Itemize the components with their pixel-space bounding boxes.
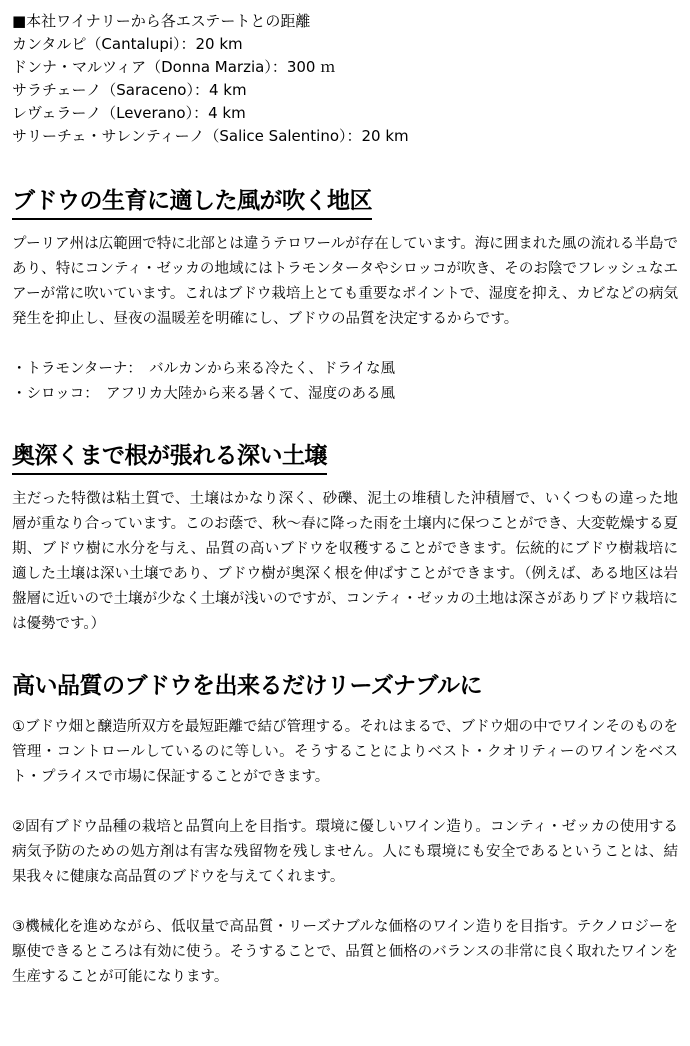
section-heading: 高い品質のブドウを出来るだけリーズナブルに (12, 673, 482, 699)
section-paragraph: ③機械化を進めながら、低収量で高品質・リーズナブルな価格のワイン造りを目指す。テクノロジーを駆使できるところは有効に使う。そうすることで、品質と価格のバランスの非常に良く取れたワインを生産することが可能になります。 (12, 919, 678, 985)
section-title-wrap (12, 671, 678, 703)
section-paragraph: ①ブドウ畑と醸造所双方を最短距離で結び管理する。それはまるで、ブドウ畑の中でワインそのものを管理・コントロールしているのに等しい。そうすることによりベスト・クオリティーのワインをベスト・プライスで市場に保証することができます。 (12, 719, 678, 785)
intro-line: サラチェーノ（Saraceno）：4 km (12, 81, 247, 99)
section-paragraph: プーリア州は広範囲で特に北部とは違うテロワールが存在しています。海に囲まれた風の流れる半島であり、特にコンティ・ゼッカの地域にはトラモンタータやシロッコが吹き、そのお陰でフレッシュなエアーが常に吹いています。これはブドウ栽培上とても重要なポイントで、湿度を抑え、カビなどの病気発生を抑止し、昼夜の温暖差を明確にし、ブドウの品質を決定するからです。 (12, 236, 678, 327)
section-paragraph: 主だった特徴は粘土質で、土壌はかなり深く、砂礫、泥土の堆積した沖積層で、いくつもの違った地層が重なり合っています。このお蔭で、秋〜春に降った雨を土壌内に保つことができ、大変乾燥する夏期、ブドウ樹に水分を与え、品質の高いブドウを収穫することができます。伝統的にブドウ樹栽培に適した土壌は深い土壌であり、ブドウ樹が奥深く根を伸ばすことができます。（例えば、ある地区は岩盤層に近いので土壌が少なく土壌が浅いのですが、コンティ・ゼッカの土地は深さがありブドウ栽培には優勢です。） (12, 491, 678, 632)
intro-line: サリーチェ・サレンティーノ（Salice Salentino）：20 km (12, 127, 409, 145)
bullet-item: ・シロッコ： アフリカ大陸から来る暑くて、湿度のある風 (12, 386, 395, 402)
section-wind (12, 186, 678, 407)
section-bullets (12, 357, 678, 407)
section-quality (12, 671, 678, 990)
intro-line: レヴェラーノ（Leverano）：4 km (12, 104, 246, 122)
section-heading: ブドウの生育に適した風が吹く地区 (12, 186, 372, 220)
section-soil (12, 441, 678, 637)
spacer (12, 637, 678, 671)
spacer (12, 407, 678, 441)
section-title-wrap (12, 186, 678, 220)
spacer (12, 148, 678, 186)
bullet-item: ・トラモンターナ： バルカンから来る冷たく、ドライな風 (12, 361, 395, 377)
intro-heading: ■本社ワイナリーから各エステートとの距離 (12, 12, 311, 30)
intro-line: ドンナ・マルツィア（Donna Marzia）：300 ｍ (12, 58, 336, 76)
intro-block (12, 10, 678, 148)
section-paragraph: ②固有ブドウ品種の栽培と品質向上を目指す。環境に優しいワイン造り。コンティ・ゼッカの使用する病気予防のための処方剤は有害な残留物を残しません。人にも環境にも安全であるということは、結果我々に健康な高品質のブドウを与えてくれます。 (12, 819, 678, 885)
section-title-wrap (12, 441, 678, 475)
section-heading: 奥深くまで根が張れる深い土壌 (12, 441, 327, 475)
intro-line: カンタルピ（Cantalupi）：20 km (12, 35, 243, 53)
